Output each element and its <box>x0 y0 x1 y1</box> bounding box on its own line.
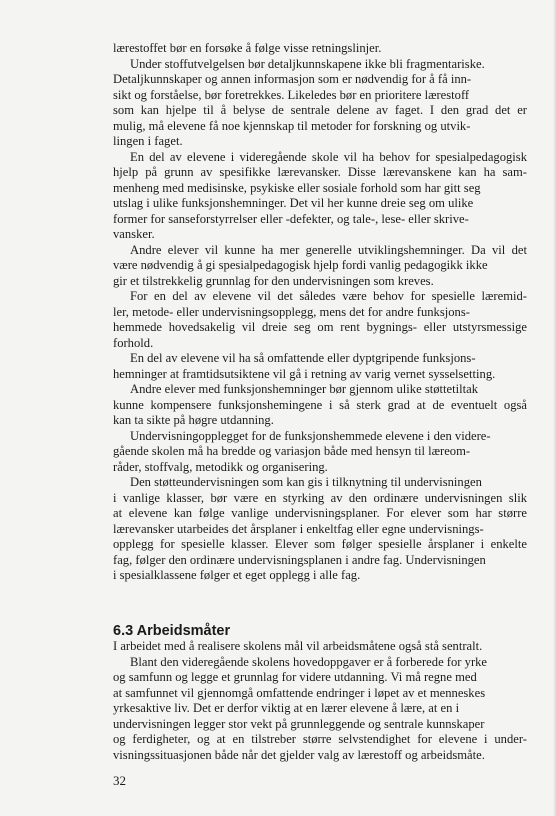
text-line: sikt og forståelse, bør foretrekkes. Likeledes bør en prioritere lærestoff <box>113 87 470 102</box>
text-line: gir et tilstrekkelig grunnlag for den undervisningen som kreves. <box>113 273 434 288</box>
text-line: En del av elevene i videregående skole vil ha behov for spesialpedagogisk <box>130 149 527 164</box>
text-line: For en del av elevene vil det således være behov for spesielle læremid- <box>130 289 527 303</box>
text-line: visningssituasjonen både når det gjelder valg av lærestoff og arbeidsmåte. <box>113 747 485 762</box>
text-line: Blant den videregående skolens hovedoppgaver er å forberede for yrke <box>130 654 488 669</box>
text-line: menheng med medisinske, psykiske eller sosiale forhold som har gitt seg <box>113 180 481 195</box>
text-line: hjelp på grunn av spesifikke lærevansker. Disse lærevanskene kan ha sam- <box>113 165 527 179</box>
text-line: Under stoffutvelgelsen bør detaljkunnskapene ikke bli fragmentariske. <box>130 56 485 71</box>
text-line: Andre elever med funksjonshemninger bør gjennom ulike støttetiltak <box>130 382 478 396</box>
text-line: Andre elever vil kunne ha mer generelle utviklingshemninger. Da vil det <box>130 242 527 257</box>
text-line: gående skolen må ha bredde og variasjon både med hensyn til læreom- <box>113 444 471 458</box>
text-line: forhold. <box>113 335 154 350</box>
text-line: i vanlige klasser, bør være en styrking av den ordinære undervisningen slik <box>113 490 527 505</box>
text-line: som kan hjelpe til å belyse de sentrale delene av faget. I den grad det er <box>113 103 527 117</box>
section-body-text <box>113 639 527 763</box>
text-line: hemmede hovedsakelig vil dreie seg om rent bygnings- eller utstyrsmessige <box>113 320 527 334</box>
section-heading: 6.3 Arbeidsmåter <box>113 623 231 639</box>
text-line: at samfunnet vil gjennomgå omfattende endringer i løpet av et menneskes <box>113 685 486 700</box>
text-line: og ferdigheter, og at en tilstreber større selvstendighet for elevene i under- <box>113 732 527 746</box>
text-line: En del av elevene vil ha så omfattende eller dyptgripende funksjons- <box>130 351 476 365</box>
text-line: lingen i faget. <box>113 134 183 148</box>
text-line: være nødvendig å gi spesialpedagogisk hjelp fordi vanlig pedagogikk ikke <box>113 258 488 272</box>
text-line: undervisningen legger stor vekt på grunnleggende og sentrale kunnskaper <box>113 716 485 731</box>
text-line: former for sanseforstyrrelser eller -defekter, og tale-, lese- eller skrive- <box>113 211 469 226</box>
text-line: kan ta sikte på høgre utdanning. <box>113 413 274 427</box>
text-line: Den støtteundervisningen som kan gis i tilknytning til undervisningen <box>130 475 482 489</box>
text-line: fag, følger den ordinære undervisningsplanen i andre fag. Undervisningen <box>113 552 486 567</box>
text-line: utslag i ulike funksjonshemninger. Det vil her kunne dreie seg om ulike <box>113 196 474 210</box>
text-line: opplegg for spesielle klasser. Elever som følger spesielle årsplaner i enkelte <box>113 537 527 551</box>
text-line: I arbeidet med å realisere skolens mål vil arbeidsmåtene også stå sentralt. <box>113 639 483 653</box>
text-line: og samfunn og legge et grunnlag for videre utdanning. Vi må regne med <box>113 670 477 684</box>
text-line: Detaljkunnskaper og annen informasjon som er nødvendig for å få inn- <box>113 72 472 86</box>
body-text <box>113 41 527 584</box>
text-line: yrkesaktive liv. Det er derfor viktig at en lærer elevene å lære, at en i <box>113 701 460 715</box>
text-line: hemninger at framtidsutsiktene vil gå i retning av varig vernet sysselsetting. <box>113 366 496 381</box>
text-line: råder, stoffvalg, metodikk og organisering. <box>113 459 328 474</box>
text-line: kunne kompensere funksjonshemingene i så sterk grad at de eventuelt også <box>113 397 527 412</box>
text-line: lærestoffet bør en forsøke å følge visse retningslinjer. <box>113 41 382 55</box>
text-line: vansker. <box>113 227 155 241</box>
text-line: lærevansker utarbeides det årsplaner i enkeltfag eller egne undervisnings- <box>113 521 484 536</box>
text-line: at elevene kan følge vanlige undervisningsplaner. For elever som har større <box>113 506 527 520</box>
page-number: 32 <box>113 773 126 788</box>
text-line: mulig, må elevene få noe kjennskap til metoder for forskning og utvik- <box>113 118 471 133</box>
text-line: ler, metode- eller undervisningsopplegg, mens det for andre funksjons- <box>113 304 470 319</box>
text-line: Undervisningopplegget for de funksjonshemmede elevene i den videre- <box>130 428 491 443</box>
text-line: i spesialklassene følger et eget opplegg i alle fag. <box>113 568 361 582</box>
